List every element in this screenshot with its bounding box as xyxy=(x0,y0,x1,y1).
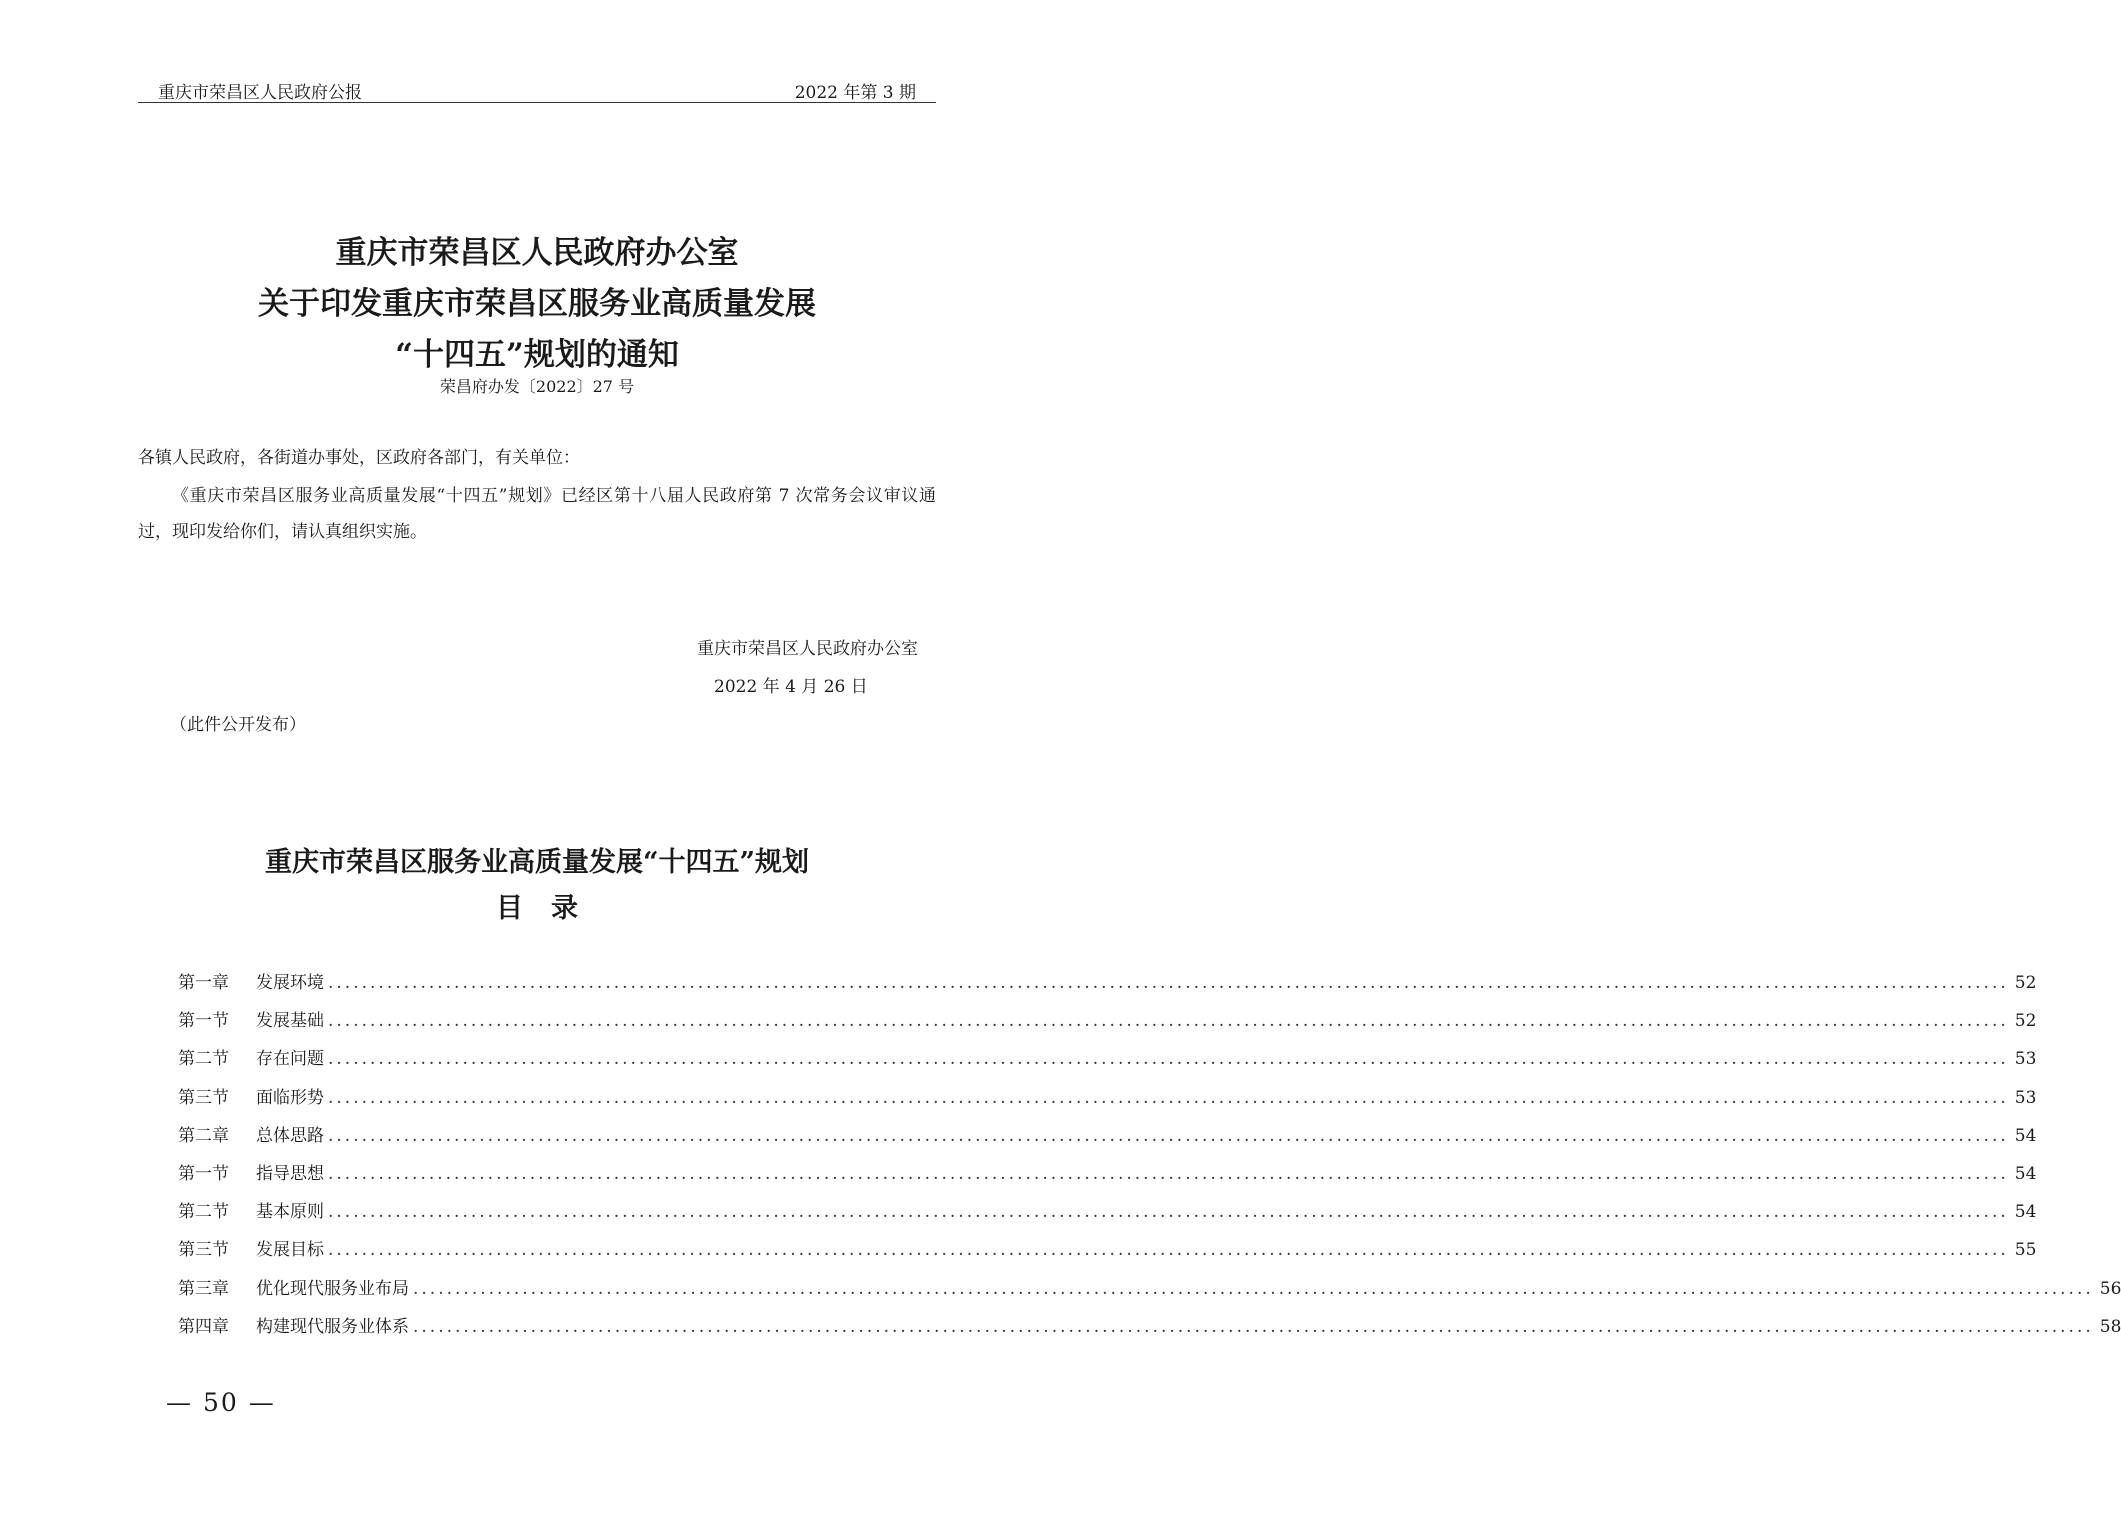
toc-leader-dots: ........................................................................................................................................................................................................ xyxy=(328,1202,2009,1223)
notice-body: 《重庆市荣昌区服务业高质量发展“十四五”规划》已经区第十八届人民政府第 7 次常务会议审议通过，现印发给你们，请认真组织实施。 xyxy=(138,486,936,542)
toc-page-number: 54 xyxy=(2014,1202,2037,1223)
toc-entry[interactable] xyxy=(178,1159,2037,1197)
toc-page-number: 56 xyxy=(2099,1278,2121,1299)
toc-entry-title: 基本原则 xyxy=(256,1202,324,1223)
toc-page-number: 52 xyxy=(2014,1011,2037,1032)
issue-number: 2022 年第 3 期 xyxy=(794,83,916,103)
toc-page-number: 58 xyxy=(2099,1316,2121,1337)
toc-entry-title: 存在问题 xyxy=(256,1049,324,1070)
notice-title-line-2: 关于印发重庆市荣昌区服务业高质量发展 xyxy=(258,286,816,322)
toc-entry[interactable] xyxy=(178,1274,2121,1312)
gazette-name: 重庆市荣昌区人民政府公报 xyxy=(158,83,362,103)
toc-leader-dots: ........................................................................................................................................................................................................ xyxy=(328,1011,2009,1032)
notice-title xyxy=(0,228,1074,381)
toc-leader-dots: ........................................................................................................................................................................................................ xyxy=(328,1163,2009,1184)
toc-entry[interactable] xyxy=(178,1006,2037,1044)
toc-chapter: 第二章 xyxy=(178,1125,229,1146)
toc-entry[interactable] xyxy=(178,1121,2037,1159)
toc-entry[interactable] xyxy=(178,1312,2121,1350)
toc-page-number: 55 xyxy=(2014,1240,2037,1261)
publication-note: （此件公开发布） xyxy=(170,715,306,735)
notice-title-line-3: “十四五”规划的通知 xyxy=(395,337,679,373)
toc-chapter: 第三节 xyxy=(178,1087,229,1108)
toc-entry-title: 优化现代服务业布局 xyxy=(256,1278,409,1299)
notice-title-line-1: 重庆市荣昌区人民政府办公室 xyxy=(335,235,739,271)
toc-page-number: 54 xyxy=(2014,1163,2037,1184)
toc-entry[interactable] xyxy=(178,1235,2037,1273)
signature-date: 2022 年 4 月 26 日 xyxy=(714,677,868,697)
toc-leader-dots: ........................................................................................................................................................................................................ xyxy=(328,1240,2009,1261)
toc-chapter: 第三节 xyxy=(178,1240,229,1261)
page-header xyxy=(138,78,936,103)
toc-chapter: 第一节 xyxy=(178,1163,229,1184)
toc-entry-title: 总体思路 xyxy=(256,1125,324,1146)
toc-leader-dots: ........................................................................................................................................................................................................ xyxy=(328,1049,2009,1070)
toc-page-number: 53 xyxy=(2014,1087,2037,1108)
document-number: 荣昌府办发〔2022〕27 号 xyxy=(439,377,635,396)
toc-page-number: 52 xyxy=(2014,973,2037,993)
toc-leader-dots: ........................................................................................................................................................................................................ xyxy=(413,1278,2094,1299)
toc-leader-dots: ........................................................................................................................................................................................................ xyxy=(328,1125,2009,1146)
salutation: 各镇人民政府，各街道办事处，区政府各部门，有关单位： xyxy=(138,448,580,468)
table-of-contents xyxy=(178,968,2121,1350)
toc-leader-dots: ........................................................................................................................................................................................................ xyxy=(328,1087,2009,1108)
signature-organization: 重庆市荣昌区人民政府办公室 xyxy=(697,639,918,659)
toc-leader-dots: ........................................................................................................................................................................................................ xyxy=(413,1316,2094,1337)
toc-entry-title: 指导思想 xyxy=(256,1163,324,1184)
plan-title: 重庆市荣昌区服务业高质量发展“十四五”规划 xyxy=(264,847,810,878)
toc-chapter: 第三章 xyxy=(178,1278,229,1299)
toc-entry-title: 构建现代服务业体系 xyxy=(256,1316,409,1337)
toc-chapter: 第一节 xyxy=(178,1011,229,1032)
toc-entry[interactable] xyxy=(178,1083,2037,1121)
toc-entry[interactable] xyxy=(178,1044,2037,1082)
toc-entry-title: 发展环境 xyxy=(256,973,324,993)
toc-page-number: 54 xyxy=(2014,1125,2037,1146)
toc-heading: 目录 xyxy=(496,893,606,924)
toc-leader-dots: ........................................................................................................................................................................................................ xyxy=(328,973,2009,993)
toc-entry-title: 发展目标 xyxy=(256,1240,324,1261)
toc-chapter: 第二节 xyxy=(178,1049,229,1070)
toc-chapter: 第四章 xyxy=(178,1316,229,1337)
toc-page-number: 53 xyxy=(2014,1049,2037,1070)
toc-chapter: 第一章 xyxy=(178,973,229,993)
toc-entry-title: 面临形势 xyxy=(256,1087,324,1108)
toc-entry-title: 发展基础 xyxy=(256,1011,324,1032)
page-number: — 50 — xyxy=(166,1388,276,1417)
toc-chapter: 第二节 xyxy=(178,1202,229,1223)
toc-entry[interactable] xyxy=(178,1197,2037,1235)
toc-entry[interactable] xyxy=(178,968,2037,1006)
